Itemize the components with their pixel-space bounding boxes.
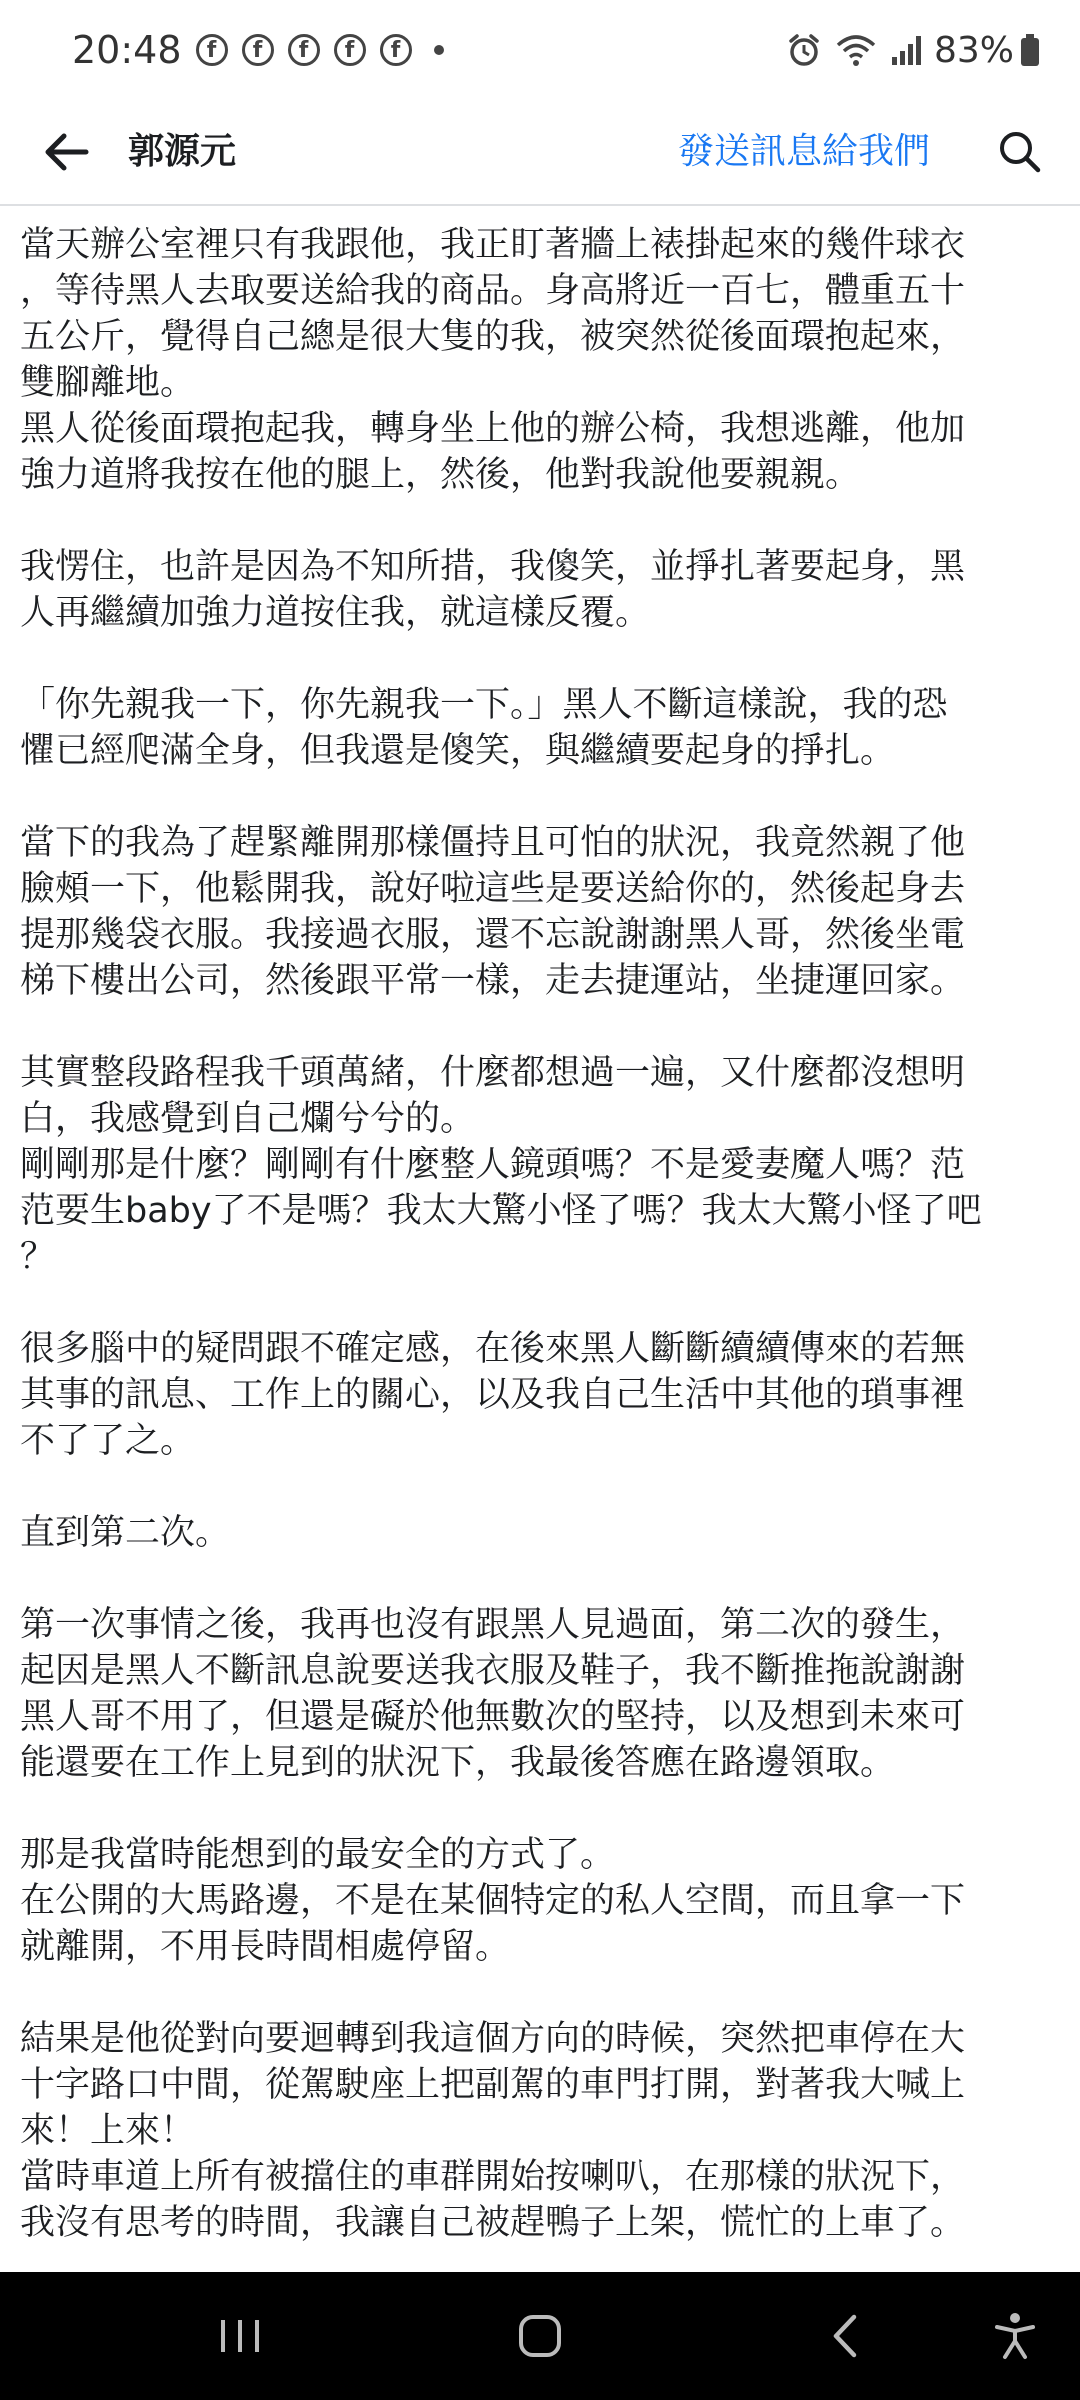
facebook-icon: f — [334, 34, 366, 66]
post-line: 「你先親我一下，你先親我一下。」黑人不斷這樣說，我的恐 — [20, 685, 948, 725]
blank-line — [20, 1970, 1060, 2016]
home-button[interactable] — [510, 2306, 570, 2366]
blank-line — [20, 1464, 1060, 1510]
blank-line — [20, 1280, 1060, 1326]
post-line: 梯下樓出公司，然後跟平常一樣，走去捷運站，坐捷運回家。 — [20, 961, 966, 1001]
arrow-left-icon — [42, 132, 90, 172]
system-back-button[interactable] — [815, 2306, 875, 2366]
facebook-icon: f — [196, 34, 228, 66]
post-line: ？ — [20, 1237, 56, 1277]
send-message-link[interactable]: 發送訊息給我們 — [678, 131, 931, 172]
post-line: 懼已經爬滿全身，但我還是傻笑，與繼續要起身的掙扎。 — [20, 731, 896, 771]
navigation-bar — [0, 2272, 1080, 2400]
page-title: 郭源元 — [128, 131, 237, 172]
back-icon — [830, 2313, 860, 2359]
post-line: 提那幾袋衣服。我接過衣服，還不忘說謝謝黑人哥，然後坐電 — [20, 915, 966, 955]
status-left — [72, 28, 444, 72]
post-line: 剛剛那是什麼？剛剛有什麼整人鏡頭嗎？不是愛妻魔人嗎？范 — [20, 1145, 966, 1185]
battery-icon — [1020, 33, 1040, 67]
status-right — [772, 30, 1040, 71]
post-line: 能還要在工作上見到的狀況下，我最後答應在路邊領取。 — [20, 1743, 896, 1783]
alarm-icon — [786, 32, 822, 68]
search-icon — [998, 130, 1042, 174]
facebook-icon: f — [288, 34, 320, 66]
facebook-icon: f — [242, 34, 274, 66]
post-line: 五公斤，覺得自己總是很大隻的我，被突然從後面環抱起來， — [20, 317, 966, 357]
blank-line — [20, 498, 1060, 544]
back-button[interactable] — [36, 122, 96, 182]
more-notifications-icon — [434, 45, 444, 55]
post-line: 就離開，不用長時間相處停留。 — [20, 1927, 511, 1967]
post-line: 來！上來！ — [20, 2111, 196, 2151]
post-line: 起因是黑人不斷訊息說要送我衣服及鞋子，我不斷推拖說謝謝 — [20, 1651, 966, 1691]
recent-apps-button[interactable] — [210, 2306, 270, 2366]
accessibility-button[interactable] — [985, 2306, 1045, 2366]
status-bar — [0, 0, 1080, 100]
post-line: ，等待黑人去取要送給我的商品。身高將近一百七，體重五十 — [20, 271, 966, 311]
recent-apps-icon — [217, 2316, 263, 2356]
post-line: 人再繼續加強力道按住我，就這樣反覆。 — [20, 593, 651, 633]
post-line: 雙腳離地。 — [20, 363, 196, 403]
battery-percent: 83% — [933, 29, 1014, 71]
post-line: 結果是他從對向要迴轉到我這個方向的時候，突然把車停在大 — [20, 2019, 966, 2059]
post-line: 臉頰一下，他鬆開我，說好啦這些是要送給你的，然後起身去 — [20, 869, 966, 909]
post-line: 當時車道上所有被擋住的車群開始按喇叭，在那樣的狀況下， — [20, 2157, 966, 2197]
post-line: 當下的我為了趕緊離開那樣僵持且可怕的狀況，我竟然親了他 — [20, 823, 966, 863]
post-line: 黑人從後面環抱起我，轉身坐上他的辦公椅，我想逃離，他加 — [20, 409, 966, 449]
post-line: 我沒有思考的時間，我讓自己被趕鴨子上架，慌忙的上車了。 — [20, 2203, 966, 2243]
post-line: 強力道將我按在他的腿上，然後，他對我說他要親親。 — [20, 455, 861, 495]
post-line: 十字路口中間，從駕駛座上把副駕的車門打開，對著我大喊上 — [20, 2065, 966, 2105]
post-line: 很多腦中的疑問跟不確定感，在後來黑人斷斷續續傳來的若無 — [20, 1329, 966, 1369]
post-line: 我愣住，也許是因為不知所措，我傻笑，並掙扎著要起身，黑 — [20, 547, 966, 587]
blank-line — [20, 1004, 1060, 1050]
blank-line — [20, 1786, 1060, 1832]
accessibility-icon — [993, 2311, 1037, 2361]
post-line: 當天辦公室裡只有我跟他，我正盯著牆上裱掛起來的幾件球衣 — [20, 225, 966, 265]
facebook-icon: f — [380, 34, 412, 66]
signal-icon — [890, 33, 924, 67]
home-icon — [517, 2313, 563, 2359]
post-line: 黑人哥不用了，但還是礙於他無數次的堅持，以及想到未來可 — [20, 1697, 966, 1737]
post-line: 那是我當時能想到的最安全的方式了。 — [20, 1835, 616, 1875]
post-line: 不了了之。 — [20, 1421, 196, 1461]
post-body — [20, 222, 1060, 2272]
blank-line — [20, 774, 1060, 820]
post-line: 直到第二次。 — [20, 1513, 231, 1553]
post-line: 范要生baby了不是嗎？我太大驚小怪了嗎？我太大驚小怪了吧 — [20, 1191, 982, 1231]
blank-line — [20, 1556, 1060, 1602]
status-time: 20:48 — [72, 28, 182, 72]
post-line: 第一次事情之後，我再也沒有跟黑人見過面，第二次的發生， — [20, 1605, 966, 1645]
search-button[interactable] — [990, 122, 1050, 182]
wifi-icon — [836, 33, 876, 67]
blank-line — [20, 636, 1060, 682]
post-line: 在公開的大馬路邊，不是在某個特定的私人空間，而且拿一下 — [20, 1881, 966, 1921]
post-line: 其實整段路程我千頭萬緒，什麼都想過一遍，又什麼都沒想明 — [20, 1053, 966, 1093]
post-line: 其事的訊息、工作上的關心，以及我自己生活中其他的瑣事裡 — [20, 1375, 966, 1415]
post-line: 白，我感覺到自己爛兮兮的。 — [20, 1099, 476, 1139]
page-header — [0, 100, 1080, 206]
